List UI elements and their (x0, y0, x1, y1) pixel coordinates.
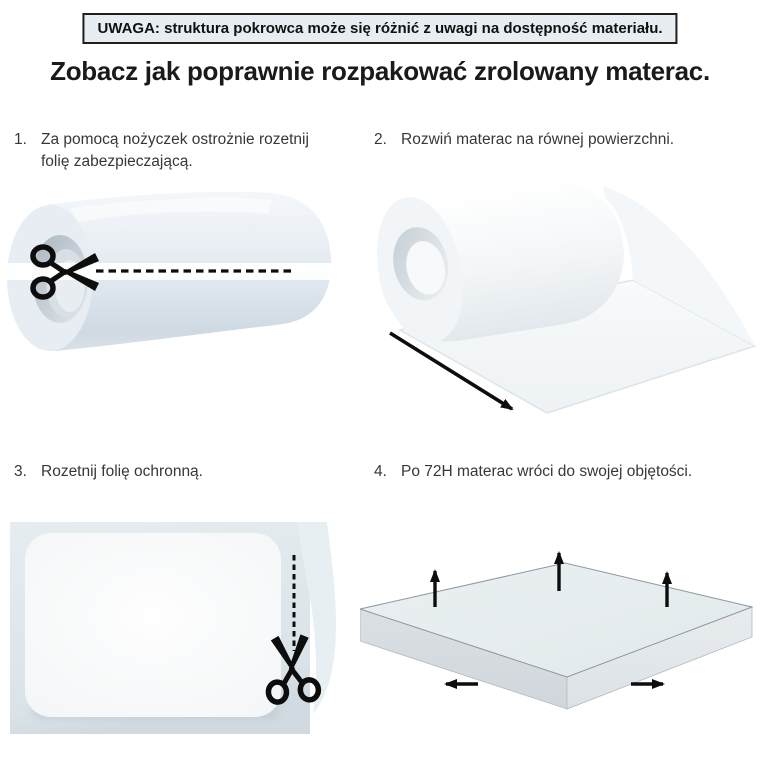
step-3-text: Rozetnij folię ochronną. (41, 463, 203, 480)
rolled-mattress-illustration (0, 180, 360, 415)
step-4-label (374, 461, 754, 483)
step-4-number: 4. (374, 463, 387, 480)
page-title: Zobacz jak poprawnie rozpakować zrolowany materac. (50, 56, 710, 86)
step-2-label (374, 129, 754, 151)
mattress (25, 533, 281, 717)
step-1-number: 1. (14, 131, 27, 148)
step-3-label (14, 461, 354, 483)
expanding-mattress-illustration (360, 505, 760, 760)
step-2-number: 2. (374, 131, 387, 148)
notice-banner: UWAGA: struktura pokrowca może się różnić z uwagi na dostępność materiału. (82, 13, 677, 44)
step-4-text: Po 72H materac wróci do swojej objętości. (401, 463, 693, 480)
protective-film-cut-illustration (0, 505, 360, 760)
unrolling-mattress-illustration (365, 160, 760, 435)
step-3-number: 3. (14, 463, 27, 480)
step-1-text: Za pomocą nożyczek ostrożnie rozetnij folię zabezpieczającą. (41, 131, 309, 170)
step-2-text: Rozwiń materac na równej powierzchni. (401, 131, 675, 148)
step-1-label (14, 129, 354, 173)
